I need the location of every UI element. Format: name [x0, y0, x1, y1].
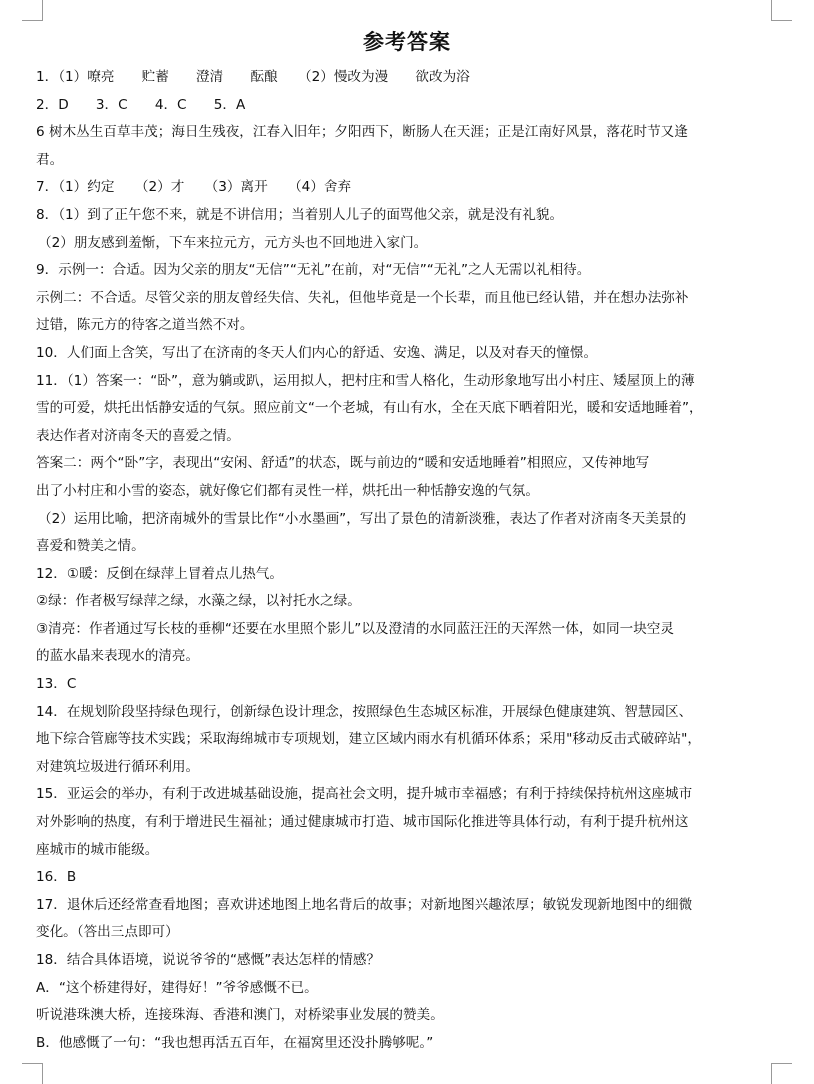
crop-mark-bottom-right [771, 1063, 792, 1084]
answer-line: 地下综合管廊等技术实践；采取海绵城市专项规划，建立区域内雨水有机循环体系；采用"移动反击式破碎站"， [36, 731, 702, 748]
answer-line: 11．（1）答案一：“卧”，意为躺或趴，运用拟人，把村庄和雪人格化，生动形象地写出小村庄、矮屋顶上的薄 [36, 372, 695, 389]
answer-line: 雪的可爱，烘托出恬静安适的气氛。照应前文“一个老城，有山有水，全在天底下晒着阳光，暖和安适地睡着”， [36, 400, 703, 417]
answer-line: ②绿：作者极写绿萍之绿，水藻之绿，以衬托水之绿。 [36, 593, 361, 610]
crop-mark-top-left [22, 0, 43, 21]
answer-line: 座城市的城市能级。 [36, 841, 159, 858]
answer-line: 13．C [36, 676, 77, 693]
answer-line: 答案二：两个“卧”字，表现出“安闲、舒适”的状态，既与前边的“暖和安适地睡着”相照应，又传神地写 [36, 455, 650, 472]
answer-line: （2）运用比喻，把济南城外的雪景比作“小水墨画”，写出了景色的清新淡雅，表达了作者对济南冬天美景的 [38, 510, 687, 527]
answer-line: 表达作者对济南冬天的喜爱之情。 [36, 427, 240, 444]
answer-line: 6 树木丛生百草丰茂；海日生残夜，江春入旧年；夕阳西下，断肠人在天涯；正是江南好风景，落花时节又逢 [36, 124, 688, 141]
answer-line: 8．（1）到了正午您不来，就是不讲信用；当着别人儿子的面骂他父亲，就是没有礼貌。 [36, 206, 564, 223]
answer-line: 15．亚运会的举办，有利于改进城基础设施，提高社会文明，提升城市幸福感；有利于持续保持杭州这座城市 [36, 786, 693, 803]
answer-line: 过错，陈元方的待客之道当然不对。 [36, 317, 254, 334]
answer-line: 君。 [36, 151, 64, 168]
crop-mark-bottom-left [22, 1063, 43, 1084]
answer-line: 对建筑垃圾进行循环利用。 [36, 758, 200, 775]
answer-line: 14．在规划阶段坚持绿色现行，创新绿色设计理念，按照绿色生态城区标准，开展绿色健康建筑、智慧园区、 [36, 703, 693, 720]
answer-line: 17．退休后还经常查看地图；喜欢讲述地图上地名背后的故事；对新地图兴趣浓厚；敏锐发现新地图中的细微 [36, 896, 693, 913]
answer-line: 听说港珠澳大桥，连接珠海、香港和澳门，对桥梁事业发展的赞美。 [36, 1007, 444, 1024]
answer-line: 出了小村庄和小雪的姿态，就好像它们都有灵性一样，烘托出一种恬静安逸的气氛。 [36, 482, 539, 499]
answer-line: （2）朋友感到羞惭，下车来拉元方，元方头也不回地进入家门。 [38, 234, 428, 251]
answer-line: 对外影响的热度，有利于增进民生福祉；通过健康城市打造、城市国际化推进等具体行动，有利于提升杭州这 [36, 814, 689, 831]
page-title: 参考答案 [363, 29, 451, 54]
answer-line: 示例二：不合适。尽管父亲的朋友曾经失信、失礼，但他毕竟是一个长辈，而且他已经认错，并在想办法弥补 [36, 289, 689, 306]
answer-line: A．“这个桥建得好，建得好！”爷爷感慨不已。 [36, 979, 318, 996]
answer-line: B．他感慨了一句：“我也想再活五百年，在福窝里还没扑腾够呢。” [36, 1034, 434, 1051]
answer-list [36, 64, 774, 1057]
answer-line: 1．（1）嘹亮 贮蓄 澄清 酝酿 （2）慢改为漫 欲改为浴 [36, 69, 470, 85]
answer-line: 7．（1）约定 （2）才 （3）离开 （4）舍弃 [36, 179, 352, 196]
answer-line: 18．结合具体语境，说说爷爷的“感慨”表达怎样的情感？ [36, 952, 381, 968]
answer-line: 的蓝水晶来表现水的清亮。 [36, 648, 200, 665]
answer-line: 9．示例一：合适。因为父亲的朋友“无信”“无礼”在前，对“无信”“无礼”之人无需以礼相待。 [36, 262, 591, 279]
answer-line: ③清亮：作者通过写长枝的垂柳“还要在水里照个影儿”以及澄清的水同蓝汪汪的天浑然一体，如同一块空灵 [36, 620, 674, 637]
answer-line: 10．人们面上含笑，写出了在济南的冬天人们内心的舒适、安逸、满足，以及对春天的憧憬。 [36, 344, 598, 361]
crop-mark-top-right [771, 0, 792, 21]
answer-line: 2．D 3．C 4．C 5．A [36, 96, 246, 113]
answer-line: 16．B [36, 869, 77, 886]
answer-line: 喜爱和赞美之情。 [36, 538, 145, 555]
answer-line: 变化。（答出三点即可） [36, 924, 179, 941]
answer-line: 12．①暖：反倒在绿萍上冒着点儿热气。 [36, 565, 283, 582]
